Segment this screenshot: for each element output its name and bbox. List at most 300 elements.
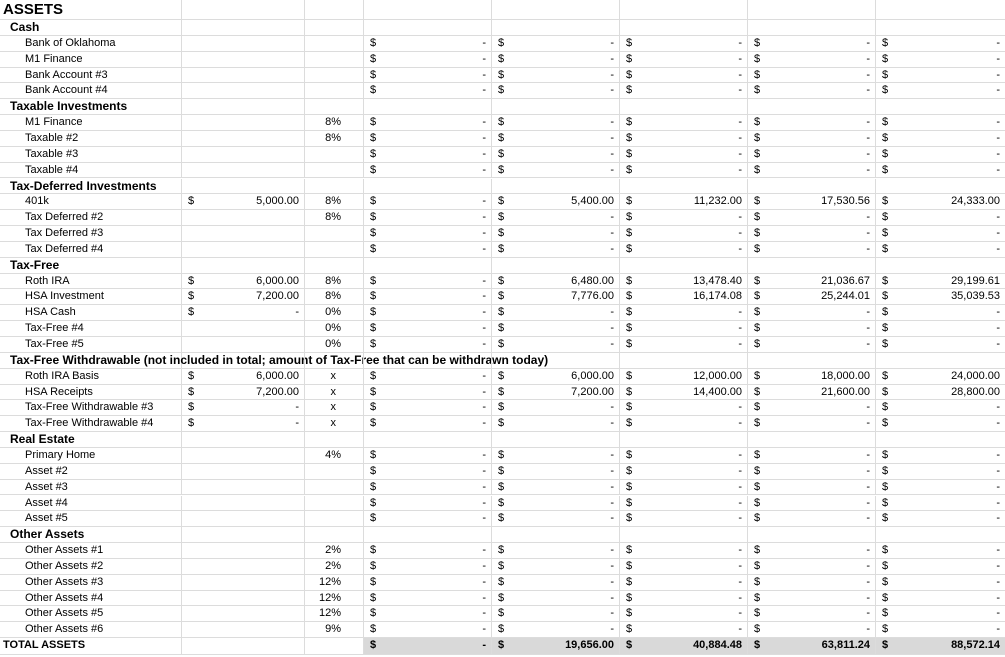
rate-cell[interactable] xyxy=(305,20,364,36)
rate-cell[interactable] xyxy=(305,353,364,369)
year-value-cell[interactable] xyxy=(876,448,1005,464)
year-value-cell[interactable] xyxy=(620,36,748,52)
year-value-cell[interactable] xyxy=(748,115,876,131)
rate-cell[interactable] xyxy=(305,131,364,147)
label-cell[interactable] xyxy=(0,305,182,321)
rate-cell[interactable] xyxy=(305,83,364,99)
label-cell[interactable] xyxy=(0,163,182,179)
year-value-cell[interactable] xyxy=(620,321,748,337)
rate-cell[interactable] xyxy=(305,337,364,353)
year-value-cell[interactable] xyxy=(876,622,1005,638)
year-value-cell[interactable] xyxy=(364,511,492,527)
year-value-cell[interactable] xyxy=(364,194,492,210)
year-value-cell[interactable] xyxy=(876,496,1005,512)
base-amount-cell[interactable] xyxy=(182,480,305,496)
base-amount-cell[interactable] xyxy=(182,511,305,527)
year-value-cell[interactable] xyxy=(364,321,492,337)
year-value-cell[interactable] xyxy=(492,258,620,274)
base-amount-cell[interactable] xyxy=(182,52,305,68)
year-value-cell[interactable] xyxy=(876,591,1005,607)
base-amount-cell[interactable] xyxy=(182,131,305,147)
year-value-cell[interactable] xyxy=(620,179,748,195)
year-value-cell[interactable] xyxy=(876,226,1005,242)
year-value-cell[interactable] xyxy=(748,591,876,607)
year-value-cell[interactable] xyxy=(620,448,748,464)
year-value-cell[interactable] xyxy=(364,337,492,353)
year-value-cell[interactable] xyxy=(748,258,876,274)
year-value-cell[interactable] xyxy=(620,480,748,496)
rate-cell[interactable] xyxy=(305,163,364,179)
year-value-cell[interactable] xyxy=(492,400,620,416)
year-value-cell[interactable] xyxy=(748,210,876,226)
year-value-cell[interactable] xyxy=(876,258,1005,274)
year-value-cell[interactable] xyxy=(876,210,1005,226)
year-value-cell[interactable] xyxy=(492,305,620,321)
year-value-cell[interactable] xyxy=(876,179,1005,195)
year-value-cell[interactable] xyxy=(748,511,876,527)
label-cell[interactable] xyxy=(0,36,182,52)
year-value-cell[interactable] xyxy=(876,385,1005,401)
year-value-cell[interactable] xyxy=(748,131,876,147)
year-value-cell[interactable] xyxy=(620,559,748,575)
year-value-cell[interactable] xyxy=(492,559,620,575)
year-value-cell[interactable] xyxy=(492,480,620,496)
label-cell[interactable] xyxy=(0,511,182,527)
label-cell[interactable] xyxy=(0,369,182,385)
year-value-cell[interactable] xyxy=(620,210,748,226)
year-value-cell[interactable] xyxy=(492,511,620,527)
year-value-cell[interactable] xyxy=(620,496,748,512)
base-amount-cell[interactable] xyxy=(182,337,305,353)
rate-cell[interactable] xyxy=(305,115,364,131)
year-value-cell[interactable] xyxy=(364,559,492,575)
base-amount-cell[interactable] xyxy=(182,242,305,258)
year-value-cell[interactable] xyxy=(620,194,748,210)
year-value-cell[interactable] xyxy=(748,496,876,512)
year-value-cell[interactable] xyxy=(492,543,620,559)
year-value-cell[interactable] xyxy=(492,385,620,401)
rate-cell[interactable] xyxy=(305,432,364,448)
year-value-cell[interactable] xyxy=(364,432,492,448)
year-value-cell[interactable] xyxy=(492,622,620,638)
year-value-cell[interactable] xyxy=(748,36,876,52)
year-value-cell[interactable] xyxy=(876,52,1005,68)
cell[interactable] xyxy=(182,0,305,20)
cell[interactable] xyxy=(492,0,620,20)
year-value-cell[interactable] xyxy=(364,369,492,385)
year-value-cell[interactable] xyxy=(364,496,492,512)
rate-cell[interactable] xyxy=(305,36,364,52)
rate-cell[interactable] xyxy=(305,591,364,607)
year-value-cell[interactable] xyxy=(492,353,620,369)
base-amount-cell[interactable] xyxy=(182,20,305,36)
year-value-cell[interactable] xyxy=(748,559,876,575)
base-amount-cell[interactable] xyxy=(182,559,305,575)
rate-cell[interactable] xyxy=(305,258,364,274)
label-cell[interactable] xyxy=(0,210,182,226)
label-cell[interactable] xyxy=(0,83,182,99)
year-value-cell[interactable] xyxy=(492,432,620,448)
year-value-cell[interactable] xyxy=(620,511,748,527)
year-value-cell[interactable] xyxy=(620,575,748,591)
rate-cell[interactable] xyxy=(305,194,364,210)
base-amount-cell[interactable] xyxy=(182,226,305,242)
year-value-cell[interactable] xyxy=(364,20,492,36)
year-value-cell[interactable] xyxy=(748,448,876,464)
year-value-cell[interactable] xyxy=(620,289,748,305)
cell[interactable] xyxy=(620,0,748,20)
rate-cell[interactable] xyxy=(305,400,364,416)
label-cell[interactable] xyxy=(0,591,182,607)
year-value-cell[interactable] xyxy=(876,163,1005,179)
year-value-cell[interactable] xyxy=(364,400,492,416)
year-value-cell[interactable] xyxy=(492,591,620,607)
year-value-cell[interactable] xyxy=(876,242,1005,258)
label-cell[interactable] xyxy=(0,464,182,480)
base-amount-cell[interactable] xyxy=(182,416,305,432)
base-amount-cell[interactable] xyxy=(182,385,305,401)
year-value-cell[interactable] xyxy=(748,575,876,591)
year-value-cell[interactable] xyxy=(748,20,876,36)
rate-cell[interactable] xyxy=(305,464,364,480)
base-amount-cell[interactable] xyxy=(182,575,305,591)
year-value-cell[interactable] xyxy=(748,353,876,369)
year-value-cell[interactable] xyxy=(748,606,876,622)
year-value-cell[interactable] xyxy=(876,464,1005,480)
cell[interactable] xyxy=(876,0,1005,20)
base-amount-cell[interactable] xyxy=(182,400,305,416)
year-value-cell[interactable] xyxy=(748,464,876,480)
year-value-cell[interactable] xyxy=(748,52,876,68)
rate-cell[interactable] xyxy=(305,385,364,401)
year-value-cell[interactable] xyxy=(492,527,620,543)
year-value-cell[interactable] xyxy=(620,226,748,242)
base-amount-cell[interactable] xyxy=(182,179,305,195)
label-cell[interactable] xyxy=(0,289,182,305)
year-value-cell[interactable] xyxy=(492,226,620,242)
rate-cell[interactable] xyxy=(305,210,364,226)
label-cell[interactable] xyxy=(0,385,182,401)
label-cell[interactable] xyxy=(0,68,182,84)
year-value-cell[interactable] xyxy=(364,638,492,655)
year-value-cell[interactable] xyxy=(492,210,620,226)
year-value-cell[interactable] xyxy=(620,337,748,353)
year-value-cell[interactable] xyxy=(748,226,876,242)
year-value-cell[interactable] xyxy=(876,20,1005,36)
year-value-cell[interactable] xyxy=(364,226,492,242)
label-cell[interactable] xyxy=(0,337,182,353)
year-value-cell[interactable] xyxy=(748,638,876,655)
year-value-cell[interactable] xyxy=(364,289,492,305)
year-value-cell[interactable] xyxy=(748,274,876,290)
year-value-cell[interactable] xyxy=(364,543,492,559)
year-value-cell[interactable] xyxy=(620,353,748,369)
year-value-cell[interactable] xyxy=(492,179,620,195)
year-value-cell[interactable] xyxy=(748,416,876,432)
year-value-cell[interactable] xyxy=(364,305,492,321)
base-amount-cell[interactable] xyxy=(182,115,305,131)
base-amount-cell[interactable] xyxy=(182,448,305,464)
year-value-cell[interactable] xyxy=(364,83,492,99)
year-value-cell[interactable] xyxy=(364,591,492,607)
year-value-cell[interactable] xyxy=(748,622,876,638)
year-value-cell[interactable] xyxy=(748,385,876,401)
year-value-cell[interactable] xyxy=(620,147,748,163)
rate-cell[interactable] xyxy=(305,321,364,337)
year-value-cell[interactable] xyxy=(492,99,620,115)
rate-cell[interactable] xyxy=(305,543,364,559)
year-value-cell[interactable] xyxy=(748,321,876,337)
base-amount-cell[interactable] xyxy=(182,147,305,163)
year-value-cell[interactable] xyxy=(876,543,1005,559)
year-value-cell[interactable] xyxy=(620,68,748,84)
label-cell[interactable] xyxy=(0,115,182,131)
year-value-cell[interactable] xyxy=(364,385,492,401)
label-cell[interactable] xyxy=(0,638,182,655)
year-value-cell[interactable] xyxy=(748,194,876,210)
rate-cell[interactable] xyxy=(305,448,364,464)
year-value-cell[interactable] xyxy=(620,258,748,274)
year-value-cell[interactable] xyxy=(748,147,876,163)
year-value-cell[interactable] xyxy=(364,464,492,480)
label-cell[interactable] xyxy=(0,52,182,68)
year-value-cell[interactable] xyxy=(876,305,1005,321)
year-value-cell[interactable] xyxy=(620,163,748,179)
year-value-cell[interactable] xyxy=(876,289,1005,305)
year-value-cell[interactable] xyxy=(492,369,620,385)
year-value-cell[interactable] xyxy=(876,369,1005,385)
year-value-cell[interactable] xyxy=(492,20,620,36)
year-value-cell[interactable] xyxy=(492,68,620,84)
year-value-cell[interactable] xyxy=(620,527,748,543)
rate-cell[interactable] xyxy=(305,147,364,163)
year-value-cell[interactable] xyxy=(620,305,748,321)
year-value-cell[interactable] xyxy=(620,52,748,68)
base-amount-cell[interactable] xyxy=(182,496,305,512)
year-value-cell[interactable] xyxy=(876,606,1005,622)
year-value-cell[interactable] xyxy=(364,575,492,591)
label-cell[interactable] xyxy=(0,147,182,163)
label-cell[interactable] xyxy=(0,527,182,543)
year-value-cell[interactable] xyxy=(364,480,492,496)
year-value-cell[interactable] xyxy=(620,99,748,115)
year-value-cell[interactable] xyxy=(620,416,748,432)
base-amount-cell[interactable] xyxy=(182,194,305,210)
year-value-cell[interactable] xyxy=(748,369,876,385)
base-amount-cell[interactable] xyxy=(182,210,305,226)
year-value-cell[interactable] xyxy=(492,163,620,179)
rate-cell[interactable] xyxy=(305,226,364,242)
year-value-cell[interactable] xyxy=(364,68,492,84)
base-amount-cell[interactable] xyxy=(182,83,305,99)
year-value-cell[interactable] xyxy=(364,179,492,195)
year-value-cell[interactable] xyxy=(876,527,1005,543)
base-amount-cell[interactable] xyxy=(182,464,305,480)
label-cell[interactable] xyxy=(0,99,182,115)
rate-cell[interactable] xyxy=(305,179,364,195)
year-value-cell[interactable] xyxy=(364,99,492,115)
year-value-cell[interactable] xyxy=(492,289,620,305)
year-value-cell[interactable] xyxy=(492,606,620,622)
base-amount-cell[interactable] xyxy=(182,606,305,622)
year-value-cell[interactable] xyxy=(364,353,492,369)
base-amount-cell[interactable] xyxy=(182,527,305,543)
base-amount-cell[interactable] xyxy=(182,258,305,274)
year-value-cell[interactable] xyxy=(748,99,876,115)
year-value-cell[interactable] xyxy=(748,432,876,448)
base-amount-cell[interactable] xyxy=(182,591,305,607)
base-amount-cell[interactable] xyxy=(182,321,305,337)
year-value-cell[interactable] xyxy=(620,131,748,147)
base-amount-cell[interactable] xyxy=(182,543,305,559)
base-amount-cell[interactable] xyxy=(182,274,305,290)
label-cell[interactable] xyxy=(0,258,182,274)
base-amount-cell[interactable] xyxy=(182,432,305,448)
year-value-cell[interactable] xyxy=(876,575,1005,591)
year-value-cell[interactable] xyxy=(748,163,876,179)
year-value-cell[interactable] xyxy=(876,321,1005,337)
year-value-cell[interactable] xyxy=(876,337,1005,353)
year-value-cell[interactable] xyxy=(492,147,620,163)
year-value-cell[interactable] xyxy=(364,36,492,52)
year-value-cell[interactable] xyxy=(748,543,876,559)
year-value-cell[interactable] xyxy=(364,147,492,163)
label-cell[interactable] xyxy=(0,559,182,575)
label-cell[interactable] xyxy=(0,274,182,290)
year-value-cell[interactable] xyxy=(620,274,748,290)
base-amount-cell[interactable] xyxy=(182,36,305,52)
label-cell[interactable] xyxy=(0,20,182,36)
label-cell[interactable] xyxy=(0,543,182,559)
year-value-cell[interactable] xyxy=(876,194,1005,210)
year-value-cell[interactable] xyxy=(492,115,620,131)
year-value-cell[interactable] xyxy=(364,52,492,68)
rate-cell[interactable] xyxy=(305,638,364,655)
base-amount-cell[interactable] xyxy=(182,68,305,84)
base-amount-cell[interactable] xyxy=(182,369,305,385)
year-value-cell[interactable] xyxy=(620,242,748,258)
base-amount-cell[interactable] xyxy=(182,289,305,305)
year-value-cell[interactable] xyxy=(492,448,620,464)
rate-cell[interactable] xyxy=(305,289,364,305)
year-value-cell[interactable] xyxy=(620,20,748,36)
label-cell[interactable] xyxy=(0,400,182,416)
base-amount-cell[interactable] xyxy=(182,305,305,321)
rate-cell[interactable] xyxy=(305,274,364,290)
label-cell[interactable] xyxy=(0,575,182,591)
year-value-cell[interactable] xyxy=(492,52,620,68)
year-value-cell[interactable] xyxy=(492,36,620,52)
year-value-cell[interactable] xyxy=(876,83,1005,99)
year-value-cell[interactable] xyxy=(364,527,492,543)
rate-cell[interactable] xyxy=(305,68,364,84)
year-value-cell[interactable] xyxy=(620,606,748,622)
year-value-cell[interactable] xyxy=(876,99,1005,115)
base-amount-cell[interactable] xyxy=(182,163,305,179)
year-value-cell[interactable] xyxy=(364,115,492,131)
cell[interactable] xyxy=(748,0,876,20)
label-cell[interactable] xyxy=(0,131,182,147)
rate-cell[interactable] xyxy=(305,305,364,321)
rate-cell[interactable] xyxy=(305,606,364,622)
year-value-cell[interactable] xyxy=(364,163,492,179)
year-value-cell[interactable] xyxy=(748,83,876,99)
year-value-cell[interactable] xyxy=(620,638,748,655)
year-value-cell[interactable] xyxy=(876,115,1005,131)
base-amount-cell[interactable] xyxy=(182,99,305,115)
year-value-cell[interactable] xyxy=(364,131,492,147)
rate-cell[interactable] xyxy=(305,416,364,432)
rate-cell[interactable] xyxy=(305,99,364,115)
label-cell[interactable] xyxy=(0,432,182,448)
year-value-cell[interactable] xyxy=(492,638,620,655)
label-cell[interactable] xyxy=(0,321,182,337)
label-cell[interactable] xyxy=(0,179,182,195)
year-value-cell[interactable] xyxy=(876,638,1005,655)
year-value-cell[interactable] xyxy=(364,606,492,622)
label-cell[interactable] xyxy=(0,416,182,432)
base-amount-cell[interactable] xyxy=(182,622,305,638)
year-value-cell[interactable] xyxy=(620,400,748,416)
year-value-cell[interactable] xyxy=(876,147,1005,163)
year-value-cell[interactable] xyxy=(492,131,620,147)
rate-cell[interactable] xyxy=(305,52,364,68)
label-cell[interactable] xyxy=(0,606,182,622)
rate-cell[interactable] xyxy=(305,575,364,591)
year-value-cell[interactable] xyxy=(876,400,1005,416)
rate-cell[interactable] xyxy=(305,480,364,496)
year-value-cell[interactable] xyxy=(748,179,876,195)
year-value-cell[interactable] xyxy=(364,242,492,258)
label-cell[interactable] xyxy=(0,226,182,242)
label-cell[interactable] xyxy=(0,352,549,369)
year-value-cell[interactable] xyxy=(748,68,876,84)
year-value-cell[interactable] xyxy=(620,385,748,401)
year-value-cell[interactable] xyxy=(876,559,1005,575)
base-amount-cell[interactable] xyxy=(182,353,305,369)
year-value-cell[interactable] xyxy=(364,210,492,226)
year-value-cell[interactable] xyxy=(364,274,492,290)
year-value-cell[interactable] xyxy=(748,337,876,353)
year-value-cell[interactable] xyxy=(876,68,1005,84)
year-value-cell[interactable] xyxy=(492,274,620,290)
year-value-cell[interactable] xyxy=(364,258,492,274)
year-value-cell[interactable] xyxy=(876,416,1005,432)
year-value-cell[interactable] xyxy=(748,480,876,496)
year-value-cell[interactable] xyxy=(876,353,1005,369)
year-value-cell[interactable] xyxy=(876,36,1005,52)
year-value-cell[interactable] xyxy=(364,622,492,638)
year-value-cell[interactable] xyxy=(620,591,748,607)
year-value-cell[interactable] xyxy=(492,575,620,591)
year-value-cell[interactable] xyxy=(492,337,620,353)
label-cell[interactable] xyxy=(0,242,182,258)
year-value-cell[interactable] xyxy=(620,464,748,480)
year-value-cell[interactable] xyxy=(492,83,620,99)
rate-cell[interactable] xyxy=(305,622,364,638)
year-value-cell[interactable] xyxy=(492,464,620,480)
year-value-cell[interactable] xyxy=(620,543,748,559)
rate-cell[interactable] xyxy=(305,527,364,543)
label-cell[interactable] xyxy=(0,194,182,210)
rate-cell[interactable] xyxy=(305,559,364,575)
year-value-cell[interactable] xyxy=(748,527,876,543)
year-value-cell[interactable] xyxy=(876,131,1005,147)
year-value-cell[interactable] xyxy=(748,242,876,258)
title-cell[interactable] xyxy=(0,0,182,20)
year-value-cell[interactable] xyxy=(364,416,492,432)
rate-cell[interactable] xyxy=(305,369,364,385)
